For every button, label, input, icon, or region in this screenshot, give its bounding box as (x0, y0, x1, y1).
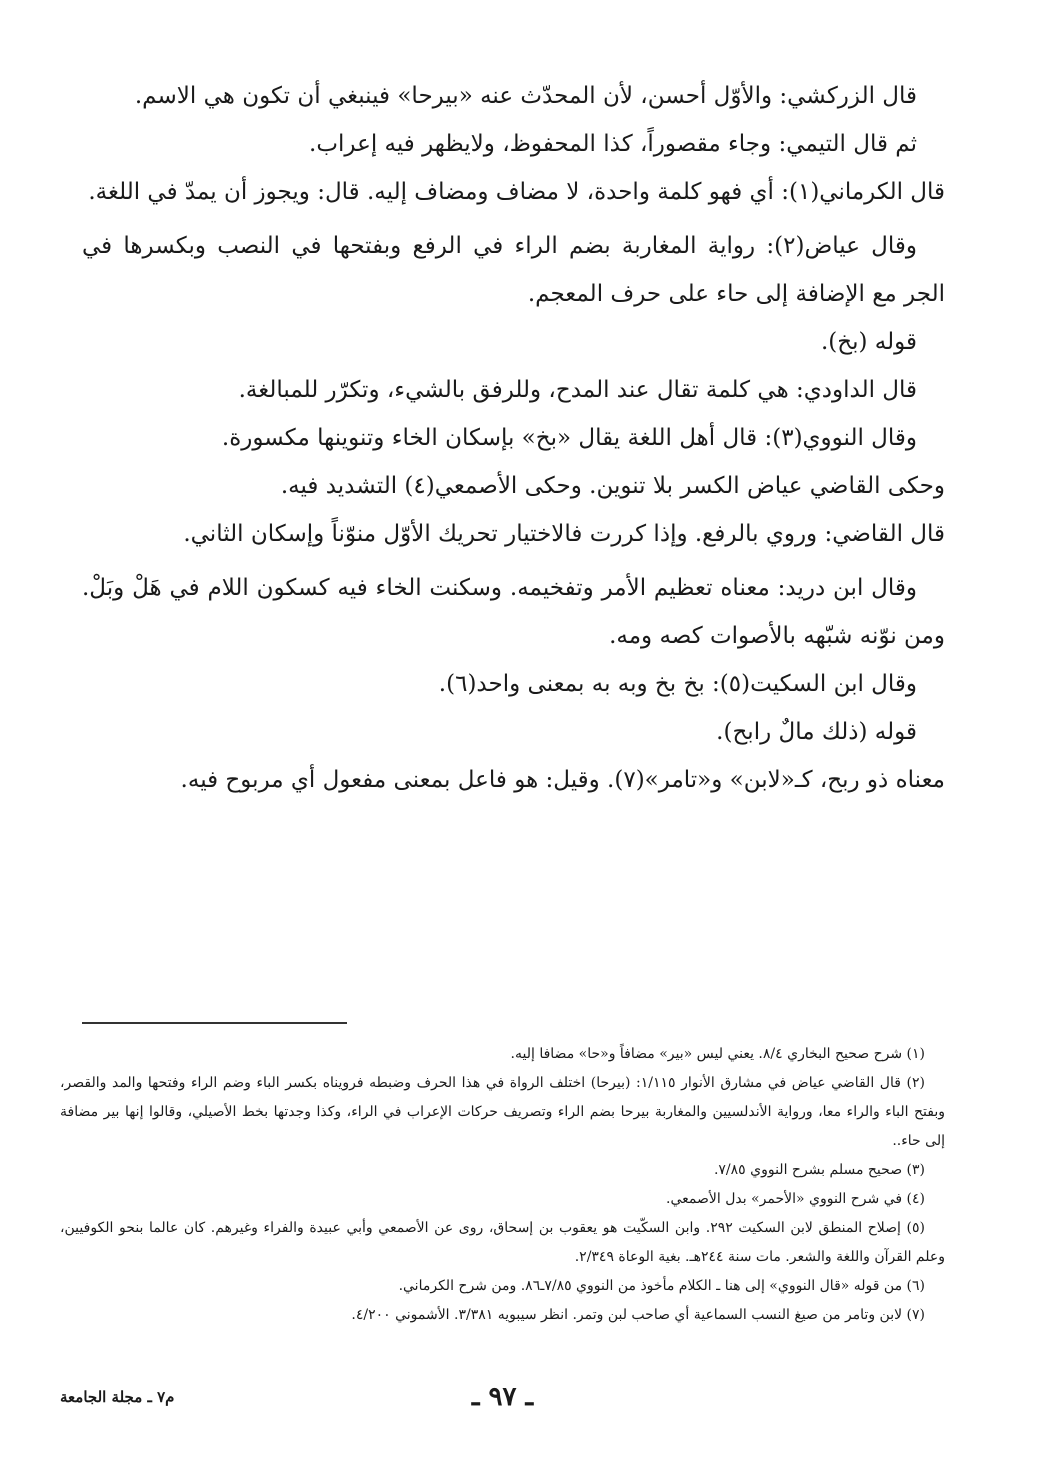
footnote-divider (82, 1022, 347, 1024)
paragraph-kirmani: قال الكرماني(١): أي فهو كلمة واحدة، لا مضاف ومضاف إليه. قال: ويجوز أن يمدّ في اللغة. (88, 179, 945, 205)
page-number: ـ ٩٧ ـ (471, 1382, 534, 1412)
page-footer (60, 1382, 945, 1422)
footnote-1: (١) شرح صحيح البخاري ٨/٤. يعني ليس «بير» مضافاً و«حا» مضافا إليه. (510, 1046, 925, 1062)
paragraph-nawawi: وقال النووي(٣): قال أهل اللغة يقال «بخ» بإسكان الخاء وتنوينها مكسورة. (221, 425, 917, 451)
paragraph-asmai: وحكى القاضي عياض الكسر بلا تنوين. وحكى الأصمعي(٤) التشديد فيه. (280, 473, 945, 499)
footnote-4: (٤) في شرح النووي «الأحمر» بدل الأصمعي. (666, 1191, 925, 1207)
paragraph-iyad: وقال عياض(٢): رواية المغاربة بضم الراء في الرفع وبفتحها في النصب وبكسرها في الجر مع الإضافة إلى حاء على حرف المعجم. (82, 233, 945, 307)
footnote-6: (٦) من قوله «قال النووي» إلى هنا ـ الكلام مأخوذ من النووي ٧/٨٥ـ٨٦. ومن شرح الكرماني. (398, 1278, 925, 1294)
paragraph-dawudi: قال الداودي: هي كلمة تقال عند المدح، وللرفق بالشيء، وتكرّر للمبالغة. (238, 377, 917, 403)
footnote-5: (٥) إصلاح المنطق لابن السكيت ٢٩٢. وابن السكّيت هو يعقوب بن إسحاق، روى عن الأصمعي وأبي عبيدة والفراء وغيرهم. كان عالما بنحو الكوفيين، وعلم القرآن واللغة والشعر. مات سنة ٢٤٤هـ. بغية الوعاة ٢/٣٤٩. (60, 1220, 945, 1265)
paragraph-ibn-durayd: وقال ابن دريد: معناه تعظيم الأمر وتفخيمه. وسكنت الخاء فيه كسكون اللام في هَلْ وبَلْ. ومن نوّنه شبّهه بالأصوات كصه ومه. (82, 575, 945, 649)
main-text (82, 72, 945, 804)
footnote-2: (٢) قال القاضي عياض في مشارق الأنوار ١/١١٥: (بيرحا) اختلف الرواة في هذا الحرف وضبطه فرويناه بكسر الباء وضم الراء وفتحها والمد والقصر، وبفتح الباء والراء معا، ورواية الأندلسيين والمغاربة بيرحا بضم الراء وتصريف حركات الإعراب في الراء، وكذا وجدتها بخط الأصيلي، وقالوا إنها بير مضافة إلى حاء.. (60, 1075, 945, 1149)
paragraph-taymi: ثم قال التيمي: وجاء مقصوراً، كذا المحفوظ، ولايظهر فيه إعراب. (309, 131, 917, 157)
footnote-7: (٧) لابن وتامر من صيغ النسب السماعية أي صاحب لبن وتمر. انظر سيبويه ٣/٣٨١. الأشموني ٤/٢٠٠. (351, 1307, 925, 1323)
paragraph-zarkashi: قال الزركشي: والأوّل أحسن، لأن المحدّث عنه «بيرحا» فينبغي أن تكون هي الاسم. (134, 83, 917, 109)
paragraph-qawluhu-mal: قوله (ذلك مالٌ رابح). (716, 719, 917, 745)
paragraph-manahu: معناه ذو ربح، كـ«لابن» و«تامر»(٧). وقيل: هو فاعل بمعنى مفعول أي مربوح فيه. (180, 767, 945, 793)
footnote-3: (٣) صحيح مسلم بشرح النووي ٧/٨٥. (713, 1162, 925, 1178)
footnotes (60, 1040, 945, 1330)
paragraph-qadi: قال القاضي: وروي بالرفع. وإذا كررت فالاختيار تحريك الأوّل منوّناً وإسكان الثاني. (183, 521, 945, 547)
paragraph-ibn-sikkit: وقال ابن السكيت(٥): بخ بخ وبه به بمعنى واحد(٦). (438, 671, 917, 697)
running-title: م٧ ـ مجلة الجامعة (60, 1388, 175, 1406)
paragraph-qawluhu-bakh: قوله (بخ). (820, 329, 917, 355)
